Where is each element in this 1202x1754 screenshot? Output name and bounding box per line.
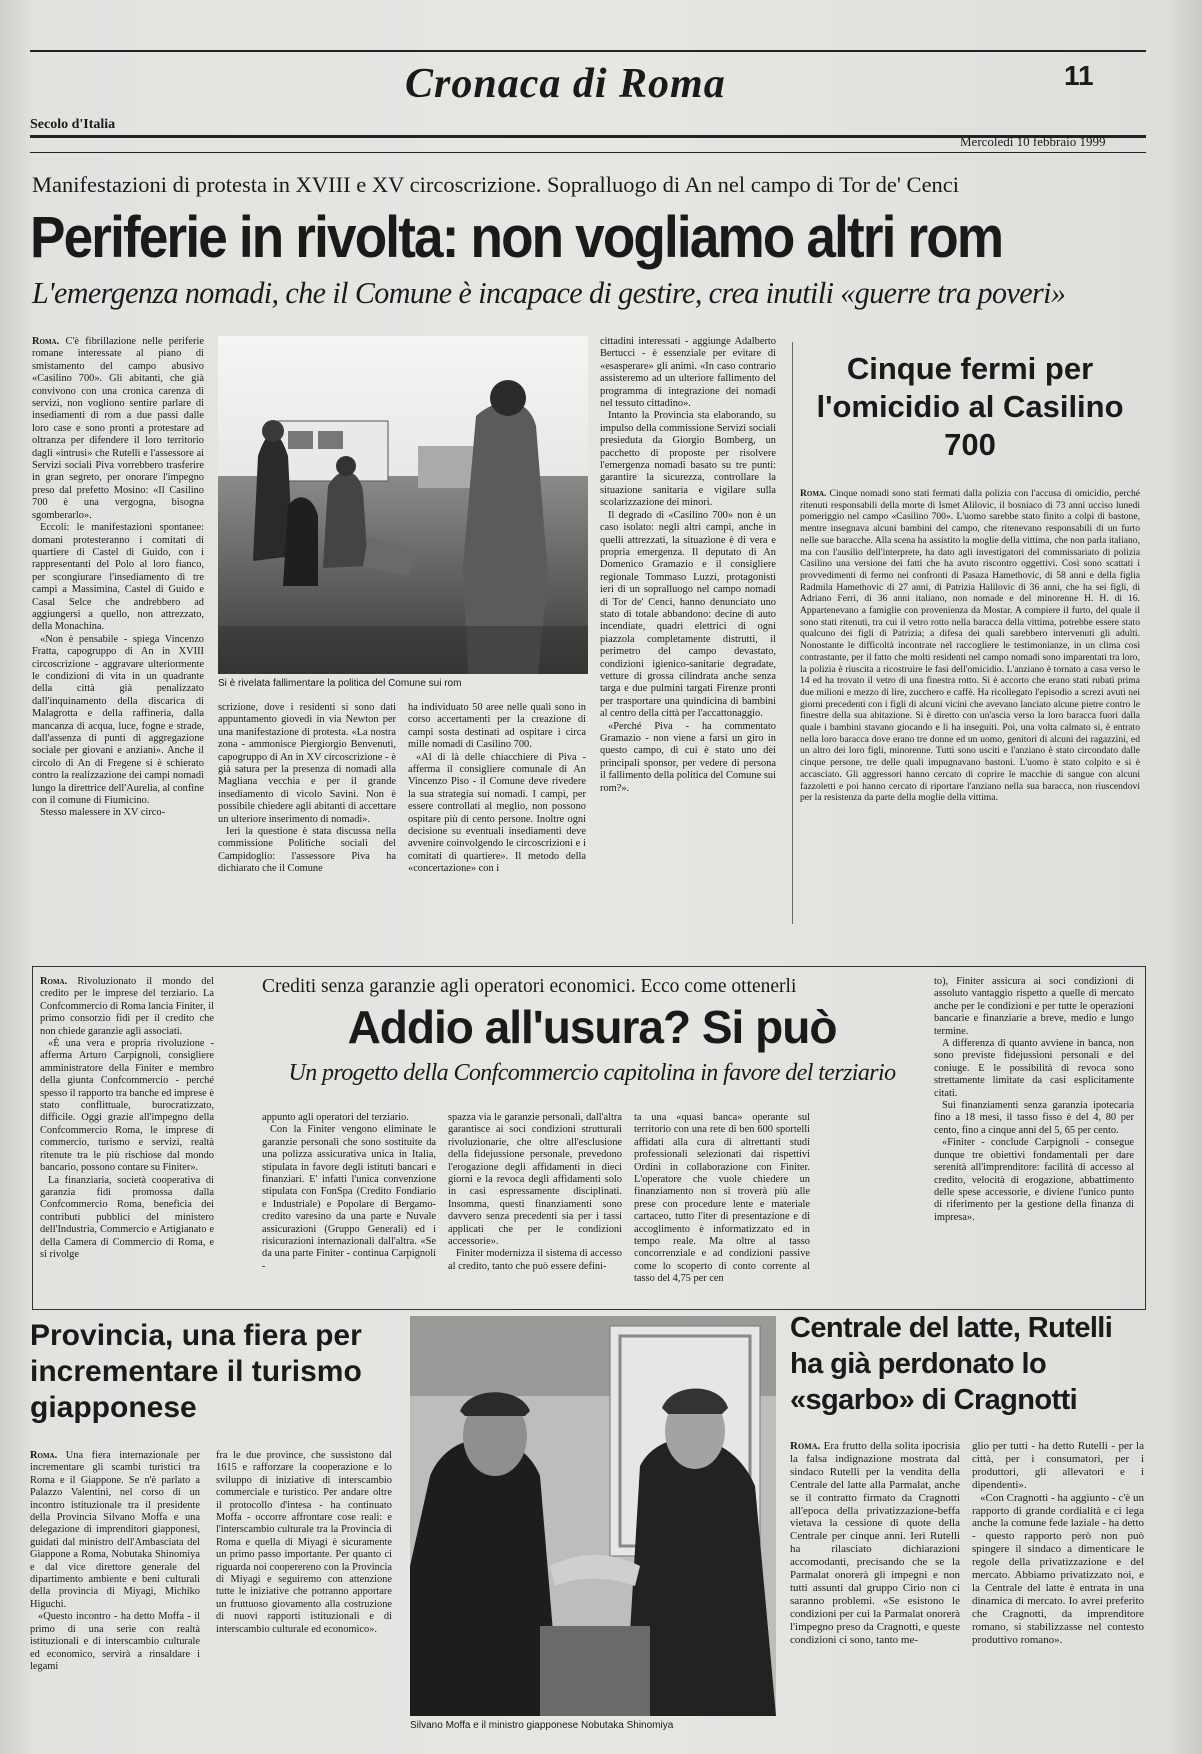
usura-kicker: Crediti senza garanzie agli operatori economici. Ecco come ottenerli xyxy=(262,976,797,997)
lead-subhead: L'emergenza nomadi, che il Comune è incapace di gestire, crea inutili «guerre tra poveri» xyxy=(32,275,1066,310)
provincia-col-2: fra le due province, che sussistono dal 1615 e rafforzare la cooperazione e lo sviluppo di iniziative di interscambio commerciale e turistico. Per andare oltre il protocollo d'intesa - ha continuato Moffa - occorre affrontare cose reali: e l'interscambio culturale tra la Provincia di Roma e quella di Miyagi è sicuramente un primo passo importante. Per quanto ci riguarda noi cooperereno con la Provincia di Miyagi e seguiremo con attenzione tutte le iniziative che potranno apportare un fruttuoso giovamento alla costruzione di nuovi rapporti istituzionali e di interscambio culturale ed economico». xyxy=(216,1450,392,1635)
handshake-image xyxy=(410,1316,776,1716)
latte-headline: Centrale del latte, Rutelli ha già perdonato lo «sgarbo» di Cragnotti xyxy=(790,1312,1113,1416)
usura-col-1: Roma. Rivoluzionato il mondo del credito per le imprese del terziario. La Confcommercio di Roma lancia Finiter, il primo consorzio fidi per il credito che non chiede garanzie agli associati. «È una vera e propria rivoluzione - afferma Arturo Carpignoli, consigliere amministratore della Finiter e membro della giunta Confcommercio - perché spesso il rapporto tra banche ed imprese è stato conflittuale, burocratizzato, difficile. Oggi grazie all'impegno della Confcommercio Roma, le imprese di commercio, turismo e servizi, realtà ritenute tra le più rischiose dal mondo bancario, possono contare su Finiter». La finanziaria, società cooperativa di garanzia fidi promossa dalla Confcommercio Roma, beneficia dei contributi pubblici del ministero dell'Industria, Commercio e Artigianato e della Camera di Commercio di Roma, e si rivolge xyxy=(40,976,214,1260)
lead-headline: Periferie in rivolta: non vogliamo altri rom xyxy=(30,205,1003,270)
usura-col-4: ta una «quasi banca» operante sul territorio con una rete di ben 600 sportelli affidati alla cura di altrettanti studi professionali selezionati dai rispettivi Ordini in collaborazione con Finiter. L'operatore che vuole chiedere un finanziamento non si troverà più alle prese con procedure lente e materiale cartaceo, tutto l'iter di presentazione e di accoglimento è informatizzato ed in tempo reale. Ma oltre al tasso concorrenziale e ad condizioni passive come lo scoperto di conto corrente al tasso del 4,75 per cen xyxy=(634,1112,810,1285)
issue-date: Mercoledì 10 febbraio 1999 xyxy=(960,134,1106,149)
usura-subhead: Un progetto della Confcommercio capitolina in favore del terziario xyxy=(288,1060,896,1086)
moffa-photo xyxy=(410,1316,776,1716)
sidebar-body: Roma. Cinque nomadi sono stati fermati dalla polizia con l'accusa di omicidio, perché ritenuti responsabili della morte di Ismet Alilovic, il bosniaco di 73 anni ucciso lunedì pomeriggio nel campo «Casilino 700». L'uomo sarebbe stato finito a colpi di bastone, mentre insegnava alcuni bambini del campo, che ritenevano responsabili di un furto nelle sue baracche. Alla scena ha assistito la moglie della vittima, che non parla italiano, ma con l'ausilio dell'interprete, ha dato agli investigatori del commissariato di polizia Casilino una versione dei fatti che ha avuto riscontro oggettivi. Così sono scattati i provvedimenti di fermo nei confronti di Pasaza Hamethovic, di 58 anni e della figlia Radmila Hamethovic di 27 anni, di Patrizia Halilovic di 36 anni, che ha sei figli, di Adriano Ferri, di 36 anni italiano, non nomade e del minorenne H. H. di 16. Appartenevano a famiglie con provenienza da Mostar. A compiere il furto, del quale il sono stati ritenuti, tra cui il vetro rotto nella baracca della vittima, potrebbe essere stato qualcuno dei figli di Patrizia; a difesa dei quali sarebbero intervenuti gli adulti. Nonostante le difficoltà incontrate nel raccogliere le testimonianze, in un clima così contrastante, per il fatto che molti residenti nel campo nomadi sono imparentati tra loro, la polizia è riuscita a ricostruire le fasi dell'omicidio. L'anziano è tornato a casa verso le 14 ed ha trovato il vetro di una finestra rotto. Si è accorto che erano stati rubati prima due milioni e mezzo di lire, zucchero e caffè. Ha ricollegato l'episodio a screzi avuti nei giorni precedenti con i figli di alcuni vicini che avevano lanciato alcune pietre contro le finestre della sua abitazione. Si è diretto con un'ascia verso la loro baracca fuori dalla quale i bambini stavano giocando e li ha inseguiti. Poi, una volta calmato si, è entrato nella loro baracca dove erano tre donne ed un uomo, genitori di alcuni dei ragazzini, ed un altro dei loro figli, minorenne. Tutti sono usciti e l'anziano è stato circondato dalle cinque persone, tre delle quali impugnavano bastoni. L'uomo è stato colpito e si è accasciato. Gli aggressori hanno cercato di coprire le macchie di sangue con alcuni fazzoletti e poi hanno cercato di riportare l'anziano nella sua baracca, non riuscendovi per la resistenza da parte della moglie della vittima. xyxy=(800,488,1140,804)
lead-kicker: Manifestazioni di protesta in XVIII e XV circoscrizione. Sopralluogo di An nel campo di Tor de' Cenci xyxy=(32,172,960,197)
page-number: 11 xyxy=(1064,60,1094,91)
usura-headline: Addio all'usura? Si può xyxy=(347,1001,837,1053)
lead-col-1: Roma. C'è fibrillazione nelle periferie romane interessate al piano di smistamento del campo abusivo «Casilino 700». Gli abitanti, che già convivono con una cronica carenza di servizi, non vogliono sentire parlare di insediamenti di rom a due passi dalle loro case e sono pronti a protestare ad oltranza per difendere il loro territorio dagli «intrusi» che Rutelli e l'assessore ai Servizi sociali Piva vorrebbero trasferire in gran segreto, per onorare l'impegno preso dal prefetto Mosino: «Il Casilino 700 è una vergogna, bisogna sgomberarlo». Eccoli: le manifestazioni spontanee: domani protesteranno i comitati di quartiere di Castel di Guido, con i rappresentanti del Polo al loro fianco, per scongiurare l'insediamento di tre campi a Massimina, Castel di Guido e Casal Selce che andrebbero ad aggiungersi a quello, non attrezzato, della Monachina. «Non è pensabile - spiega Vincenzo Fratta, capogruppo di An in XVIII circoscrizione - aggravare ulteriormente le condizioni di vita in un quadrante della città già penalizzato dall'inquinamento della discarica di Malagrotta e della raffineria, dalla mancanza di acqua, luce, fogne e strade, dall'assenza di punti di aggregazione sociale per giovani e anziani». Anche il circolo di An di Fregene si è schierato contro la realizzazione dei campi nomadi lungo la direttrice dell'Aurelia, al confine con il comune di Fiumicino. Stesso malessere in XV circo- xyxy=(32,336,204,819)
lead-col-4: cittadini interessati - aggiunge Adalberto Bertucci - è essenziale per evitare di «esasperare» gli animi. «In caso contrario assisteremo ad un ulteriore fallimento del programma di integrazione dei nomadi nel tessuto cittadino». Intanto la Provincia sta elaborando, su impulso della commissione Servizi sociali presieduta da Giorgio Bomberg, un pacchetto di proposte per risolvere l'emergenza nomadi basato su tre punti: garantire la sicurezza, controllare la situazione sanitaria e vigilare sulla scolarizzazione dei minori. Il degrado di «Casilino 700» non è un caso isolato: negli altri campi, anche in quelli attrezzati, la situazione è di vera e propria emergenza. Il deputato di An Domenico Gramazio e il consigliere regionale Tommaso Luzzi, protagonisti ieri di un sopralluogo nel campo nomadi di Tor de' Cenci, hanno denunciato uno stato di totale abbandono: decine di auto incendiate, quadri elettrici di ogni piazzola completamente distrutti, il perimetro del campo devastato, condizioni igienico-sanitarie degradate, vetture di grossa cilindrata anche senza targa e due pulmini targati Firenze pronti per trasportare una quindicina di bambini al centro della città per l'accattonaggio. «Perché Piva - ha commentato Gramazio - non viene a farsi un giro in questo campo, di cui è stato uno dei principali sponsor, per vedere di persona il fallimento della politica del Comune sui rom?». xyxy=(600,336,776,794)
lead-col-3: ha individuato 50 aree nelle quali sono in corso accertamenti per la creazione di campi sosta destinati ad ospitare i circa mille nomadi di Casilino 700. «Al di là delle chiacchiere di Piva - afferma il consigliere comunale di An Vincenzo Piso - il Comune deve rivedere la sua strategia sui nomadi. I campi, per essere controllati al meglio, non possono ospitare più di cento persone. Inoltre ogni decisione su eventuali insediamenti deve avvenire coinvolgendo le circoscrizioni e i comitati di quartiere». Il metodo della «concertazione» con i xyxy=(408,702,586,875)
provincia-col-1: Roma. Una fiera internazionale per incrementare gli scambi turistici tra Roma e il Giappone. Se n'è parlato a Palazzo Valentini, nel corso di un incontro istituzionale tra il presidente della Provincia Silvano Moffa e una delegazione di imprenditori giapponesi, guidati dal ministro dell'Ambasciata del Giappone a Roma, Nobutaka Shinomiya e dal vice direttore generale del dipartimento ambiente e beni culturali della provincia di Miyagi, Michiko Higuchi. «Questo incontro - ha detto Moffa - il primo di una serie con realtà istituzionali e di interscambio culturale ed economico, servirà a rinsaldare i legami xyxy=(30,1450,200,1672)
usura-col-5: to), Finiter assicura ai soci condizioni di assoluto vantaggio rispetto a quelle di mercato anche per le condizioni e per tutte le operazioni bancarie e finanziarie a breve, medio e lungo termine. A differenza di quanto avviene in banca, non sono previste fidejussioni personali e del coniuge. E le possibilità di revoca sono strettamente limitate da casi esplicitamente citati. Sui finanziamenti senza garanzia ipotecaria fino a 18 mesi, il tasso fisso è del 4, 80 per cento, fino a cinque anni del 5, 65 per cento. «Finiter - conclude Carpignoli - consegue dunque tre obiettivi fondamentali per dare serenità all'imprenditore: facilità di accesso al credito, velocità di erogazione, abbattimento delle spese accessorie, e diviene l'unico punto di riferimento per la gestione della finanza di impresa». xyxy=(934,976,1134,1223)
latte-col-1: Roma. Era frutto della solita ipocrisia la falsa indignazione mostrata dal sindaco Rutelli per la vendita della Centrale del latte alla Parmalat, anche se il contratto firmato da Cragnotti all'epoca della privatizzazione-beffa vietava la cessione di quote della Centrale per cinque anni. Ieri Rutelli ha rilasciato dichiarazioni accomodanti, precisando che se la Parmalat onorerà gli impegni e non tutti assunti dal gruppo Cirio non ci saranno problemi. «Se esistono le condizioni per cui la Parmalat onorerà l'impegno preso da Cragnotti, e queste condizioni ci sono, tanto me- xyxy=(790,1440,960,1646)
paper-name: Secolo d'Italia xyxy=(30,117,116,132)
sidebar-headline: Cinque fermi per l'omicidio al Casilino 700 xyxy=(816,351,1124,462)
usura-col-3: spazza via le garanzie personali, dall'altra garantisce ai soci condizioni strutturali rivoluzionarie, che oltre all'esclusione della fidejussione personale, prevedono l'erogazione degli affidamenti in dieci giorni e la revoca degli affidamenti solo in casi espressamente disciplinati. Insomma, questi finanziamenti sono davvero senza precedenti sia per i tassi applicati che per le condizioni accessorie». Finiter modernizza il sistema di accesso al credito, tanto che può essere defini- xyxy=(448,1112,622,1272)
camp-scene-image xyxy=(218,336,588,674)
latte-col-2: glio per tutti - ha detto Rutelli - per la città, per i consumatori, per i produttori, gli allevatori e i dipendenti». «Con Cragnotti - ha aggiunto - c'è un rapporto di grande cordialità e ci lega anche la comune fede laziale - ha detto - questo rapporto però non può spingere il sindaco a dimenticare le regole della privatizzazione e del mercato. Abbiamo privatizzato noi, e la Centrale del latte è entrata in una dinamica di mercato. Io avrei preferito che Cragnotti, da imprenditore romano, si stabilizzasse nel contesto produttivo romano». xyxy=(972,1440,1144,1646)
lead-col-2: scrizione, dove i residenti si sono dati appuntamento giovedì in via Newton per una manifestazione di protesta. «La nostra zona - ammonisce Piergiorgio Benvenuti, capogruppo di An in XV circoscrizione - è già satura per la presenza di nomadi alla Magliana vecchia e per il grande insediamento di vicolo Savini. Non è possibile chiedere agli abitanti di accettare un ulteriore inserimento di nomadi». Ieri la questione è stata discussa nella commissione Politiche sociali del Campidoglio: l'assessore Piva ha dichiarato che il Comune xyxy=(218,702,396,875)
date-rule xyxy=(30,152,1146,153)
moffa-photo-caption: Silvano Moffa e il ministro giapponese Nobutaka Shinomiya xyxy=(410,1720,674,1731)
nomad-camp-photo xyxy=(218,336,588,674)
section-title: Cronaca di Roma xyxy=(405,61,726,107)
usura-col-2: appunto agli operatori del terziario. Con la Finiter vengono eliminate le garanzie personali che sono sostituite da una polizza assicurativa unica in Italia, stipulata in favore degli istituti bancari e finanziari. E' infatti l'unica convenzione stipulata con FonSpa (Credito Fondiario e Industriale) e Popolare di Bergamo-credito varesino da una parte e Nuvale assicurazioni (Gruppo Generali) ed i risicurazioni internazionali dall'altra. «Se da una parte Finiter - continua Carpignoli - xyxy=(262,1112,436,1272)
provincia-headline: Provincia, una fiera per incrementare il turismo giapponese xyxy=(30,1319,362,1424)
lead-photo-caption: Si è rivelata fallimentare la politica del Comune sui rom xyxy=(218,678,462,689)
top-rule xyxy=(30,50,1146,52)
